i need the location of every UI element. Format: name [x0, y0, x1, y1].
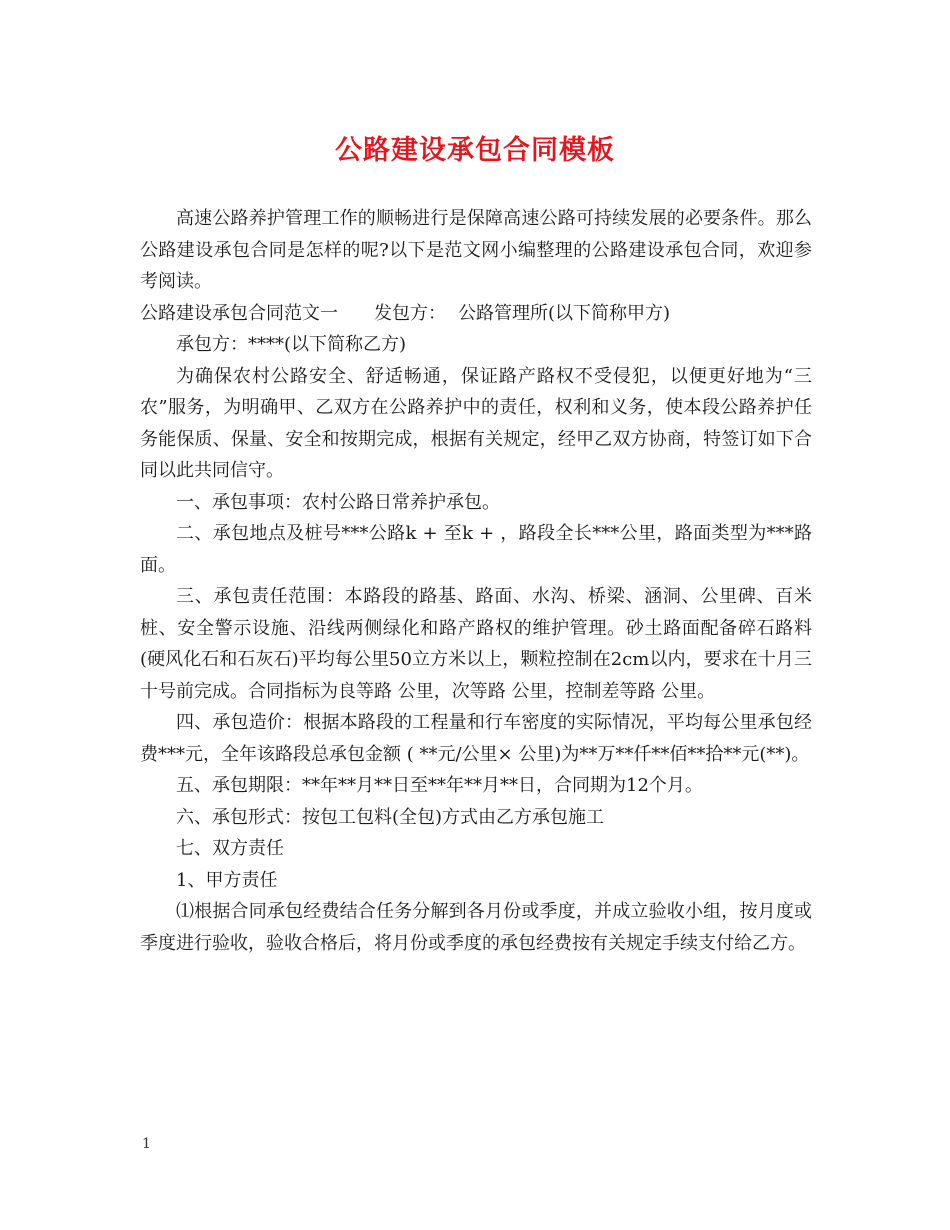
party-b-line: 承包方：****(以下简称乙方) — [176, 334, 407, 355]
clause-1: 一、承包事项：农村公路日常养护承包。 — [176, 491, 500, 513]
clause-2: 二、承包地点及桩号***公路k + 至k + ，路段全长***公里，路面类型为***路面。 — [140, 523, 812, 576]
intro-paragraph: 高速公路养护管理工作的顺畅进行是保障高速公路可持续发展的必要条件。那么公路建设承包合同是怎样的呢?以下是范文网小编整理的公路建设承包合同，欢迎参考阅读。 — [140, 208, 812, 292]
clause-7: 七、双方责任 — [176, 838, 284, 859]
document-body — [140, 203, 812, 959]
clause-4: 四、承包造价：根据本路段的工程量和行车密度的实际情况，平均每公里承包经费***元，全年该路段总承包金额 ( **元/公里× 公里)为**万**仟**佰**拾**元(**)。 — [140, 712, 812, 765]
page-number: 1 — [142, 1136, 151, 1152]
contract-header-line — [140, 298, 812, 330]
subsection-1: 1、甲方责任 — [176, 869, 278, 891]
document-title: 公路建设承包合同模板 — [335, 135, 615, 166]
preamble-paragraph: 为确保农村公路安全、舒适畅通，保证路产路权不受侵犯，以便更好地为“三农”服务，为明确甲、乙双方在公路养护中的责任，权利和义务，使本段公路养护任务能保质、保量、安全和按期完成，根据有关规定，经甲乙双方协商，特签订如下合同以此共同信守。 — [140, 365, 812, 481]
clause-6: 六、承包形式：按包工包料(全包)方式由乙方承包施工 — [176, 806, 605, 828]
clause-5: 五、承包期限：**年**月**日至**年**月**日，合同期为12个月。 — [176, 775, 703, 796]
clause-3: 三、承包责任范围：本路段的路基、路面、水沟、桥梁、涵洞、公里碑、百米桩、安全警示设施、沿线两侧绿化和路产路权的维护管理。砂土路面配备碎石路料(硬风化石和石灰石)平均每公里50立方米以上，颗粒控制在2cm以内，要求在十月三十号前完成。合同指标为良等路 公里，次等路 公里，控制差等路 公里。 — [140, 586, 812, 702]
party-a-value: 公路管理所(以下简称甲方) — [458, 302, 671, 324]
sample-heading: 公路建设承包合同范文一 — [140, 302, 338, 324]
party-a-label: 发包方： — [374, 302, 446, 324]
item-1: ⑴根据合同承包经费结合任务分解到各月份或季度，并成立验收小组，按月度或季度进行验收，验收合格后，将月份或季度的承包经费按有关规定手续支付给乙方。 — [140, 901, 812, 954]
